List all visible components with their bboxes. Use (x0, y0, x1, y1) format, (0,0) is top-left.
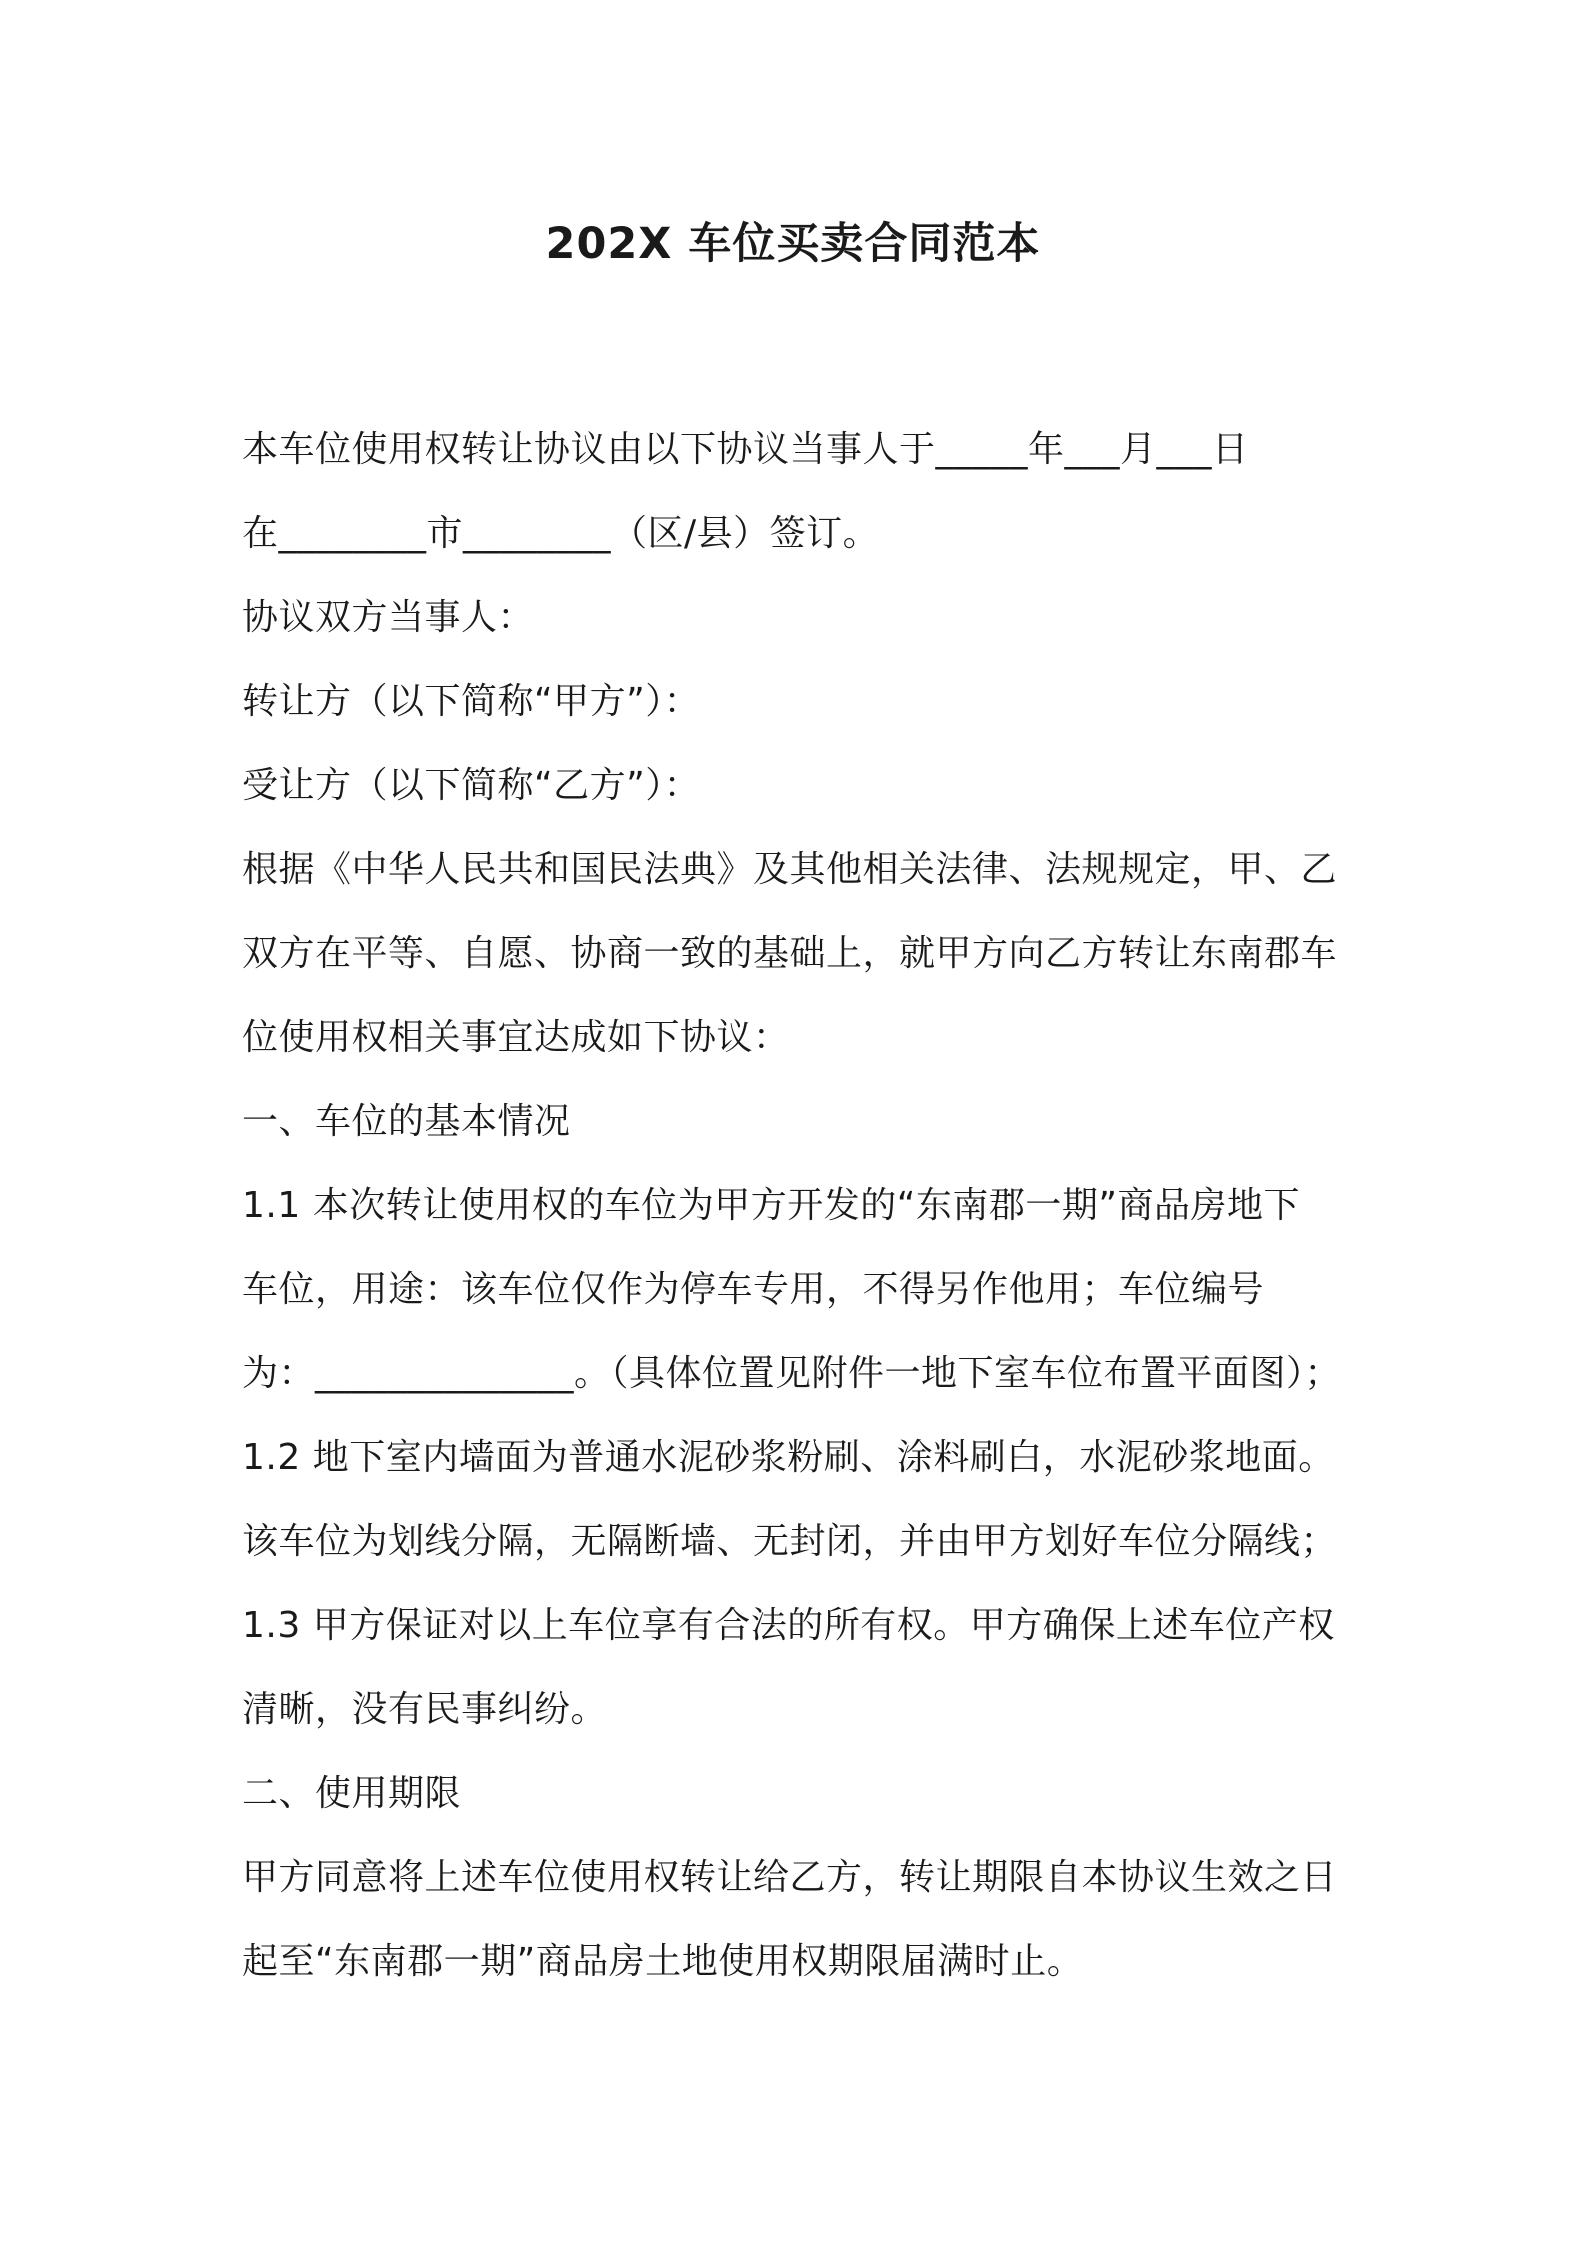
paragraph-line: 1.2 地下室内墙面为普通水泥砂浆粉刷、涂料刷白，水泥砂浆地面。 (242, 1437, 1335, 1478)
paragraph-line: 双方在平等、自愿、协商一致的基础上，就甲方向乙方转让东南郡车 (242, 933, 1338, 974)
section-heading: 一、车位的基本情况 (242, 1101, 571, 1142)
paragraph-line: 位使用权相关事宜达成如下协议： (242, 1017, 790, 1058)
paragraph-line: 车位，用途：该车位仅作为停车专用，不得另作他用；车位编号 (242, 1269, 1265, 1310)
document-title: 202X 车位买卖合同范本 (545, 219, 1041, 269)
paragraph-line: 在________市________（区/县）签订。 (242, 513, 880, 554)
document-body (242, 408, 1362, 2004)
paragraph-line: 根据《中华人民共和国民法典》及其他相关法律、法规规定，甲、乙 (242, 849, 1338, 890)
paragraph-line: 清晰，没有民事纠纷。 (242, 1689, 608, 1730)
section-heading: 二、使用期限 (242, 1773, 462, 1814)
paragraph-line: 转让方（以下简称“甲方”）： (242, 681, 701, 722)
paragraph-line: 起至“东南郡一期”商品房土地使用权期限届满时止。 (242, 1941, 1084, 1982)
paragraph-line: 甲方同意将上述车位使用权转让给乙方，转让期限自本协议生效之日 (242, 1857, 1338, 1898)
paragraph-line: 协议双方当事人： (242, 597, 535, 638)
paragraph-line: 为：______________。（具体位置见附件一地下室车位布置平面图）； (242, 1353, 1342, 1394)
paragraph-line: 该车位为划线分隔，无隔断墙、无封闭，并由甲方划好车位分隔线； (242, 1521, 1338, 1562)
paragraph-line: 受让方（以下简称“乙方”）： (242, 765, 701, 806)
paragraph-line: 1.1 本次转让使用权的车位为甲方开发的“东南郡一期”商品房地下 (242, 1185, 1300, 1226)
paragraph-line: 1.3 甲方保证对以上车位享有合法的所有权。甲方确保上述车位产权 (242, 1605, 1335, 1646)
paragraph-line: 本车位使用权转让协议由以下协议当事人于_____年___月___日 (242, 429, 1249, 470)
